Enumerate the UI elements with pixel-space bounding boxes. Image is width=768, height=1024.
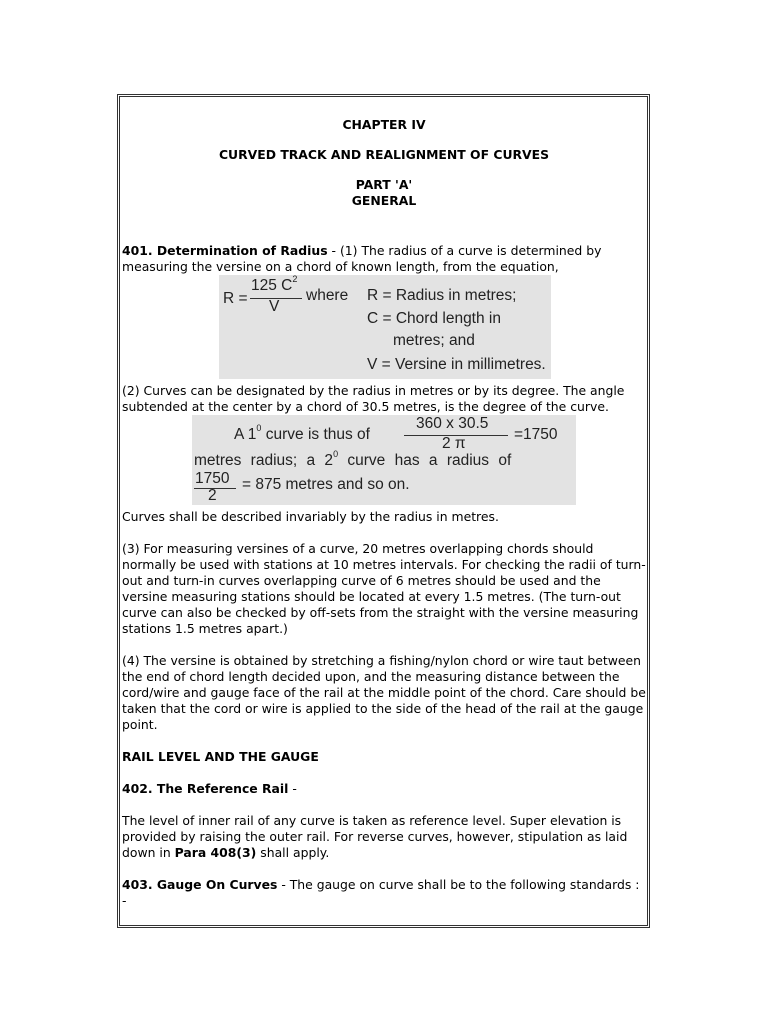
eq-numerator: 125 $C^2$ [251, 274, 298, 294]
chapter-title: CURVED TRACK AND REALIGNMENT OF CURVES [218, 147, 550, 162]
para-reference[interactable]: Para 408(3) [174, 845, 257, 860]
degree-equation-image [192, 415, 576, 505]
eq2-line1: A $1^0$ curve is thus of [234, 423, 370, 443]
rail-level-heading: RAIL LEVEL AND THE GAUGE [122, 749, 319, 764]
eq-r: R = [223, 290, 248, 307]
eq-def-c-cont: metres; and [393, 332, 475, 349]
para-402: The level of inner rail of any curve is taken as reference level. Super elevation is provided by raising the outer rail. For reverse curves, however, stipulation as laid down in Para 408(3) shall apply. [122, 813, 628, 860]
eq-def-r: R = Radius in metres; [367, 287, 517, 304]
eq2-line3: = 875 metres and so on. [242, 476, 410, 493]
para-401 [122, 243, 646, 275]
eq2-result: =1750 [514, 426, 558, 443]
chapter-heading: CHAPTER IV [342, 117, 426, 132]
eq-def-v: V = Versine in millimetres. [367, 356, 546, 373]
curves-statement: Curves shall be described invariably by the radius in metres. [122, 509, 499, 524]
eq2-frac2-denominator: 2 [208, 487, 217, 504]
para-2: (2) Curves can be designated by the radius in metres or by its degree. The angle subtended at the center by a chord of 30.5 metres, is the degree of the curve. [122, 383, 625, 414]
eq2-line2: metres radius; a $2^0$ curve has a radius of [194, 449, 512, 469]
para-403-heading: 403. Gauge On Curves [122, 877, 278, 892]
para-4: (4) The versine is obtained by stretching a fishing/nylon chord or wire taut between the end of chord length decided upon, and the measuring distance between the cord/wire and gauge face of the rail at the middle point of the chord. Care should be taken that the cord or wire is applied to the side of the head of the rail at the gauge point. [122, 653, 646, 732]
para-401-text: - (1) The radius of a curve is determined by measuring the versine on a chord of known length, from the equation, [122, 243, 602, 274]
eq2-numerator: 360 x 30.5 [416, 415, 489, 432]
para-3: (3) For measuring versines of a curve, 20 metres overlapping chords should normally be used with stations at 10 metres intervals. For checking the radii of turn-out and turn-in curves overlapping curve of 6 metres should be used and the versine measuring stations should be located at every 1.5 metres. (The turn-out curve can also be checked by off-sets from the straight with the versine measuring stations 1.5 metres apart.) [122, 541, 646, 636]
para-403: 403. Gauge On Curves - The gauge on curve shall be to the following standards : - [122, 877, 640, 908]
para-402-title: 402. The Reference Rail - [122, 781, 297, 796]
part-subtitle: GENERAL [351, 193, 417, 208]
eq2-denominator: 2 π [442, 435, 466, 452]
eq-where: where [306, 287, 349, 304]
eq-denominator: V [269, 298, 280, 315]
para-401-heading: 401. Determination of Radius [122, 243, 328, 258]
eq2-frac2-numerator: 1750 [195, 470, 230, 487]
document-body [122, 100, 646, 909]
part-heading: PART 'A' [355, 177, 413, 192]
radius-equation-image [219, 275, 551, 379]
eq-def-c: C = Chord length in [367, 310, 501, 327]
